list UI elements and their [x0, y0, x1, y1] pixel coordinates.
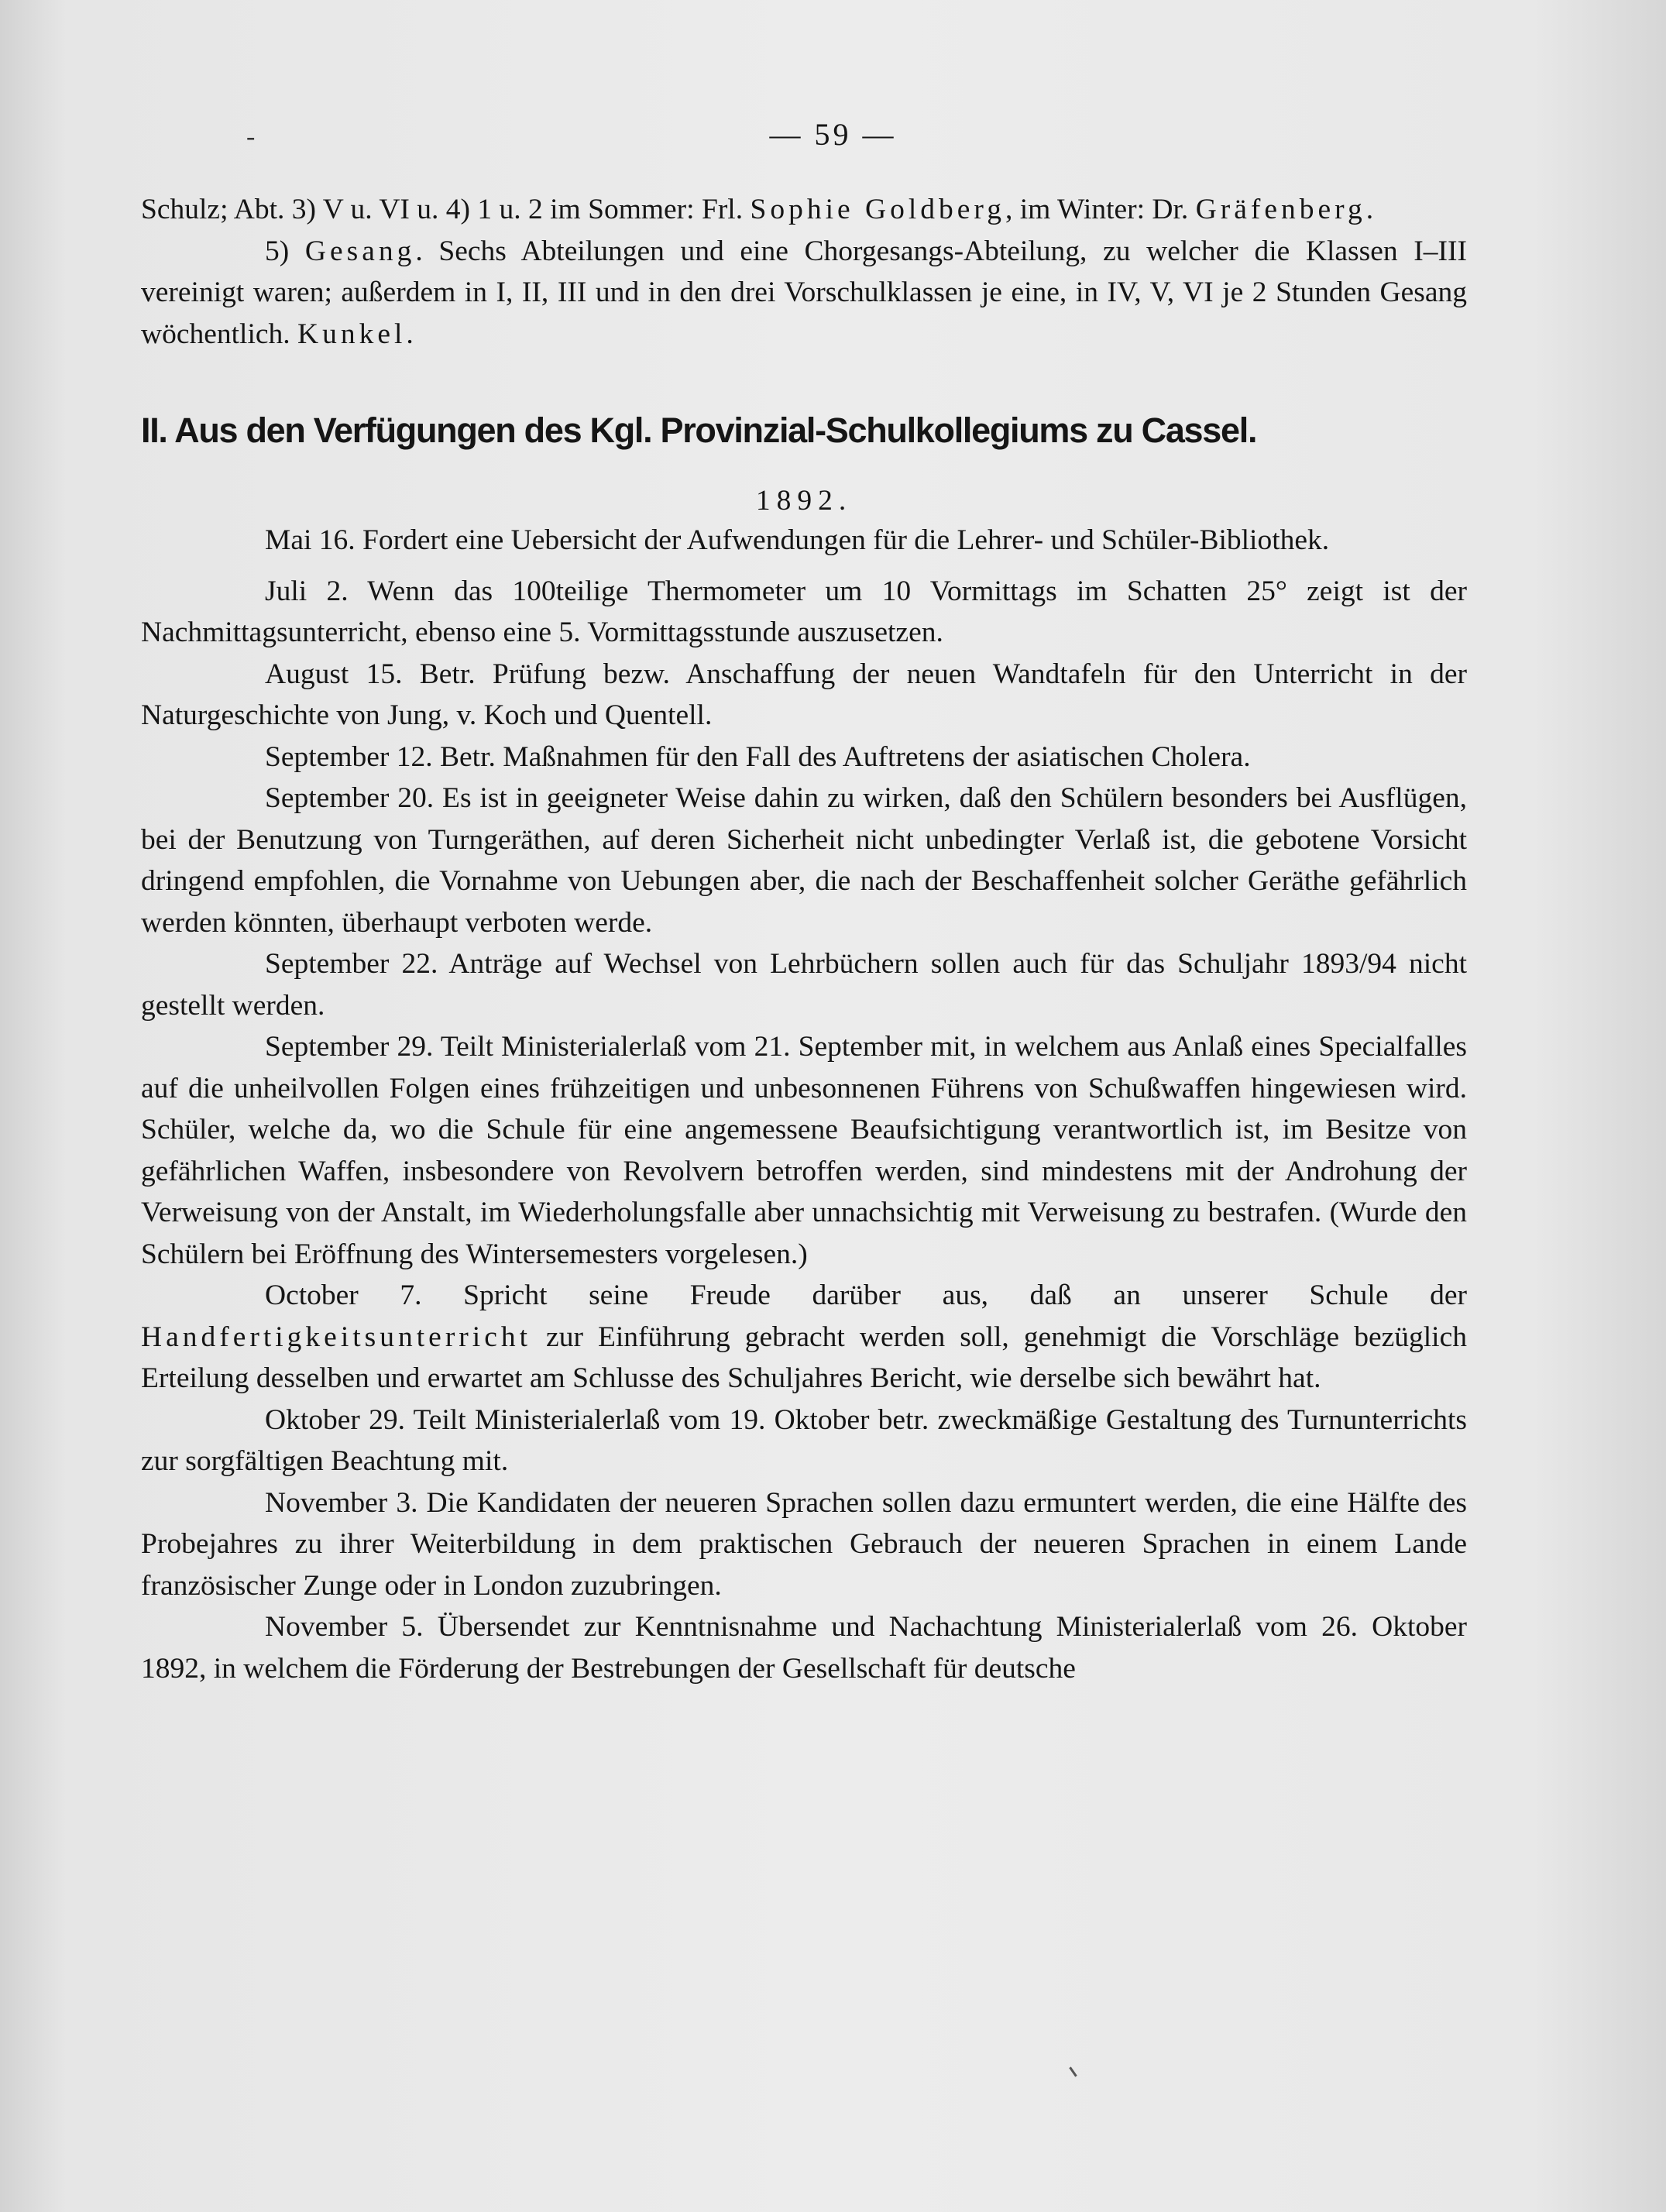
- page-body-text: [141, 189, 1467, 1689]
- teacher-name-graefenberg: Gräfenberg: [1195, 194, 1366, 225]
- gesang-label: Gesang: [304, 235, 416, 267]
- decree-date: Oktober 29.: [265, 1403, 405, 1436]
- paragraph-gap: [141, 562, 1467, 571]
- teacher-name-sophie-goldberg: Sophie Goldberg: [750, 194, 1005, 225]
- gesang-teacher: Kunkel.: [297, 318, 417, 350]
- decree-date: August 15.: [265, 658, 403, 690]
- decree-date: November 5.: [265, 1611, 424, 1644]
- decree-entry: November 5. Übersendet zur Kenntnisnahme und Nachachtung Ministerialerlaß vom 26. Oktober 1892, in welchem die Förderung der Bestrebungen der Gesellschaft für deutsche: [141, 1611, 1468, 1685]
- decree-entry: September 22. Anträge auf Wechsel von Lehrbüchern sollen auch für das Schuljahr 1893/94 nicht gestellt werden.: [141, 948, 1467, 1022]
- decree-entry: Juli 2. Wenn das 100teilige Thermometer um 10 Vormittags im Schatten 25° zeigt ist der Nachmittagsunterricht, ebenso eine 5. Vormittagsstunde auszusetzen.: [141, 575, 1467, 649]
- teacher-assignment-paragraph: Schulz; Abt. 3) V u. VI u. 4) 1 u. 2 im Sommer: Frl. Sophie Goldberg, im Winter: Dr. Gräfenberg.: [141, 194, 1374, 225]
- gesang-paragraph: 5) Gesang. Sechs Abteilungen und eine Chorgesangs-Abteilung, zu welcher die Klassen I–III vereinigt waren; außerdem in I, II, III und in den drei Vorschulklassen je eine, in IV, V, VI je 2 Stunden Gesang wöchentlich. Kunkel.: [141, 235, 1467, 350]
- decree-date: Juli 2.: [265, 575, 349, 607]
- decree-entry-october-7: October 7. Spricht seine Freude darüber aus, daß an unserer Schule der Handfertigkeitsunterricht zur Einführung gebracht werden soll, genehmigt die Vorschläge bezüglich Erteilung desselben und erwartet am Schlusse des Schuljahres Bericht, wie derselbe sich bewährt hat.: [141, 1279, 1467, 1395]
- decree-entry: September 20. Es ist in geeigneter Weise dahin zu wirken, daß den Schülern besonders bei Ausflügen, bei der Benutzung von Turngeräthen, auf deren Sicherheit nicht unbedingter Verlaß ist, die gebotene Vorsicht dringend empfohlen, die Vornahme von Uebungen aber, die nach der Beschaffenheit solcher Geräthe gefährlich werden könnten, überhaupt verboten werde.: [141, 782, 1467, 939]
- decree-entry: Oktober 29. Teilt Ministerialerlaß vom 19. Oktober betr. zweckmäßige Gestaltung des Turnunterrichts zur sorgfältigen Beachtung mit.: [141, 1403, 1467, 1478]
- section-heading: II. Aus den Verfügungen des Kgl. Provinzial-Schulkollegiums zu Cassel.: [141, 410, 1257, 450]
- decree-entry: Mai 16. Fordert eine Uebersicht der Aufwendungen für die Lehrer- und Schüler-Bibliothek.: [265, 524, 1330, 557]
- page-number: — 59 —: [769, 117, 897, 152]
- decree-entry: September 12. Betr. Maßnahmen für den Fall des Auftretens der asiatischen Cholera.: [265, 740, 1251, 773]
- scan-speck: [1069, 2066, 1077, 2076]
- section-year: 1892.: [755, 485, 853, 517]
- decree-date: September 20.: [265, 782, 435, 815]
- decree-entry: August 15. Betr. Prüfung bezw. Anschaffung der neuen Wandtafeln für den Unterricht in der Naturgeschichte von Jung, v. Koch und Quentell.: [141, 658, 1467, 732]
- decree-entry: November 3. Die Kandidaten der neueren Sprachen sollen dazu ermuntert werden, die eine Hälfte des Probejahres zu ihrer Weiterbildung in dem praktischen Gebrauch der neueren Sprachen in einem Lande französischer Zunge oder in London zuzubringen.: [141, 1486, 1467, 1602]
- decree-date: September 22.: [265, 948, 438, 981]
- margin-dash-mark: -: [246, 122, 256, 151]
- decree-date: September 29.: [265, 1031, 434, 1063]
- decree-date: November 3.: [265, 1486, 418, 1519]
- handfertigkeit-emphasis: Handfertigkeitsunterricht: [141, 1321, 532, 1353]
- decree-entry: September 29. Teilt Ministerialerlaß vom 21. September mit, in welchem aus Anlaß eines Specialfalles auf die unheilvollen Folgen eines frühzeitigen und unbesonnenen Führens von Schußwaffen hingewiesen wird. Schüler, welche da, wo die Schule für eine angemessene Beaufsichtigung verantwortlich ist, im Besitze von gefährlichen Waffen, insbesondere von Revolvern betroffen werden, sind mindestens mit der Androhung der Verweisung von der Anstalt, im Wiederholungsfalle aber unnachsichtig mit Verweisung zu bestrafen. (Wurde den Schülern bei Eröffnung des Wintersemesters vorgelesen.): [141, 1031, 1467, 1270]
- decree-date: Mai 16.: [265, 524, 356, 557]
- decree-date: September 12.: [265, 740, 433, 773]
- decree-date: October 7.: [265, 1279, 422, 1312]
